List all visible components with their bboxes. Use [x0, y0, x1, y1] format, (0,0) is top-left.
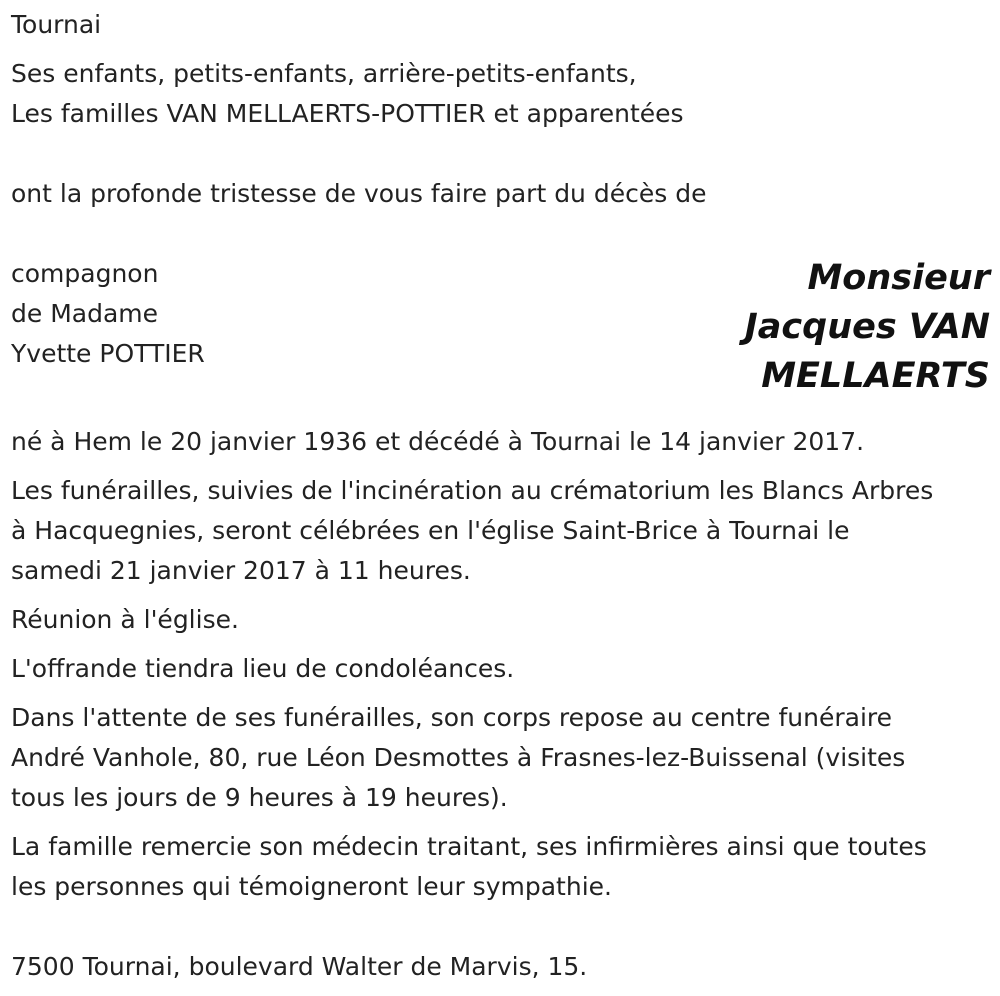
deceased-name — [745, 254, 990, 401]
location-heading: Tournai — [11, 10, 102, 39]
deceased-name-line: MELLAERTS — [761, 356, 990, 396]
companion-block — [11, 254, 205, 374]
rest-block — [11, 698, 990, 818]
announcement-text: ont la profonde tristesse de vous faire part du décès de — [11, 179, 707, 208]
birth-death-text: né à Hem le 20 janvier 1936 et décédé à Tournai le 14 janvier 2017. — [11, 427, 865, 456]
deceased-name-line: Jacques VAN — [744, 307, 990, 347]
family-block — [11, 54, 990, 134]
companion-line: de Madame — [11, 299, 159, 328]
thanks-block — [11, 827, 990, 907]
companion-line: compagnon — [11, 259, 159, 288]
thanks-line: les personnes qui témoigneront leur sympathie. — [11, 872, 612, 901]
funeral-block — [11, 471, 990, 591]
funeral-line: à Hacquegnies, seront célébrées en l'église Saint-Brice à Tournai le — [11, 516, 850, 545]
rest-line: André Vanhole, 80, rue Léon Desmottes à Frasnes-lez-Buissenal (visites — [11, 743, 906, 772]
rest-line: tous les jours de 9 heures à 19 heures). — [11, 783, 508, 812]
thanks-line: La famille remercie son médecin traitant, ses infirmières ainsi que toutes — [11, 832, 927, 861]
funeral-line: Les funérailles, suivies de l'incinération au crématorium les Blancs Arbres — [11, 476, 934, 505]
family-line: Les familles VAN MELLAERTS-POTTIER et apparentées — [11, 99, 684, 128]
name-row — [11, 254, 990, 414]
offering-text: L'offrande tiendra lieu de condoléances. — [11, 654, 515, 683]
address-text: 7500 Tournai, boulevard Walter de Marvis, 15. — [11, 952, 588, 981]
funeral-line: samedi 21 janvier 2017 à 11 heures. — [11, 556, 471, 585]
rest-line: Dans l'attente de ses funérailles, son corps repose au centre funéraire — [11, 703, 893, 732]
companion-line: Yvette POTTIER — [11, 339, 205, 368]
meeting-text: Réunion à l'église. — [11, 605, 239, 634]
deceased-name-line: Monsieur — [807, 258, 990, 298]
family-line: Ses enfants, petits-enfants, arrière-petits-enfants, — [11, 59, 637, 88]
